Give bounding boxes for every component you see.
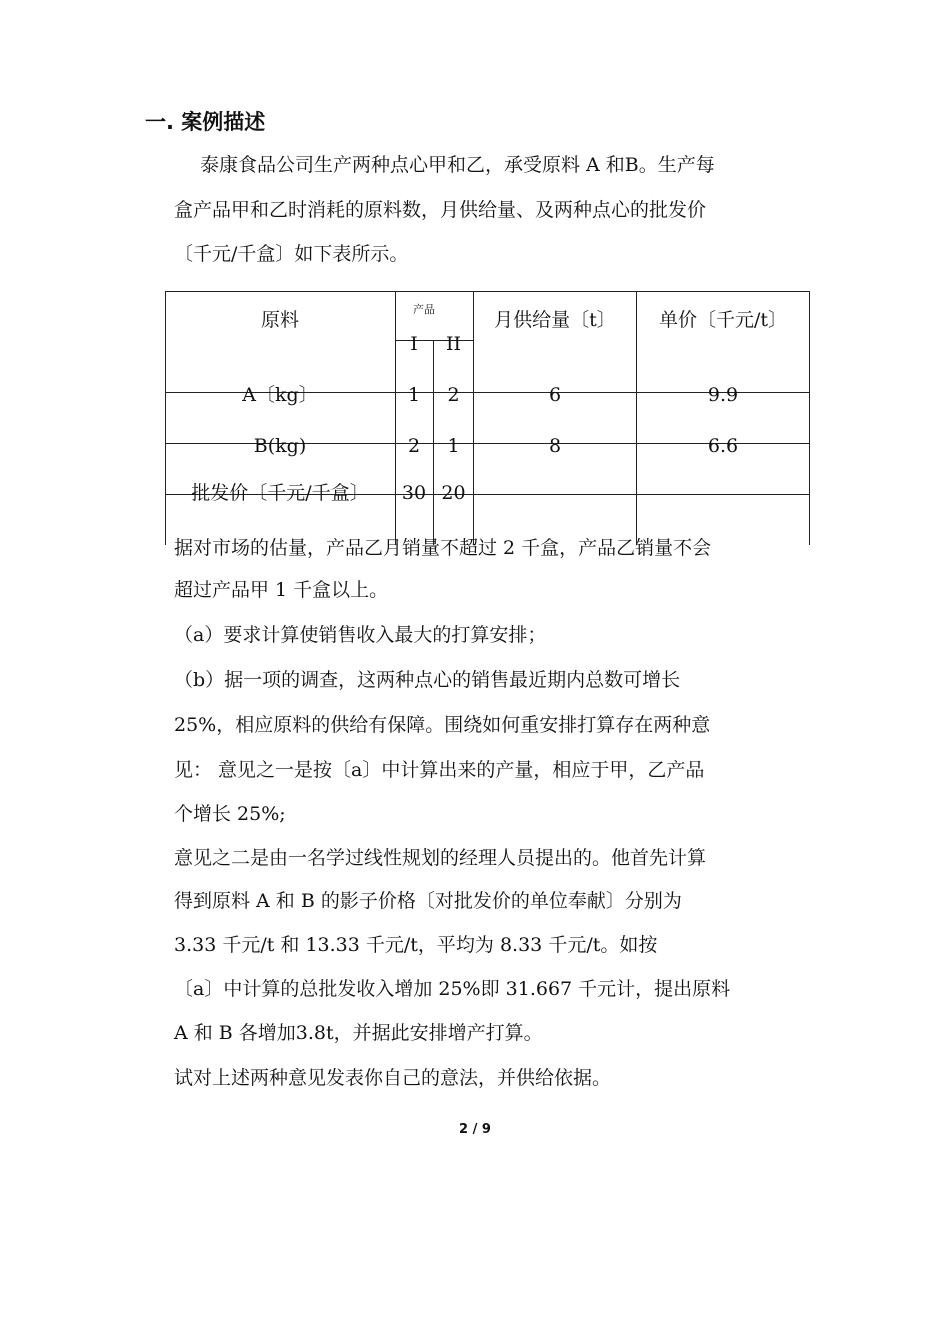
body-line: （a）要求计算使销售收入最大的打算安排；	[174, 624, 547, 646]
table-cell-material: B(kg)	[253, 435, 307, 457]
table-border-top	[165, 291, 810, 292]
table-cell-material: A〔kg〕	[242, 384, 318, 406]
table-header-material: 原料	[260, 309, 299, 331]
table-cell-product-1: 1	[407, 384, 421, 406]
body-line: 试对上述两种意见发表你自己的意法，并供给依据。	[174, 1067, 612, 1089]
body-line: 据对市场的估量，产品乙月销量不超过 2 千盒，产品乙销量不会	[174, 537, 712, 559]
body-line: 意见之二是由一名学过线性规划的经理人员提出的。他首先计算	[174, 847, 707, 869]
page-number: 2 / 9	[459, 1122, 491, 1137]
body-line: （b）据一项的调查，这两种点心的销售最近期内总数可增长	[174, 669, 681, 691]
body-line: 25%，相应原料的供给有保障。围绕如何重安排打算存在两种意	[174, 714, 711, 736]
table-header-price: 单价〔千元/t〕	[658, 309, 788, 331]
body-line: 超过产品甲 1 千盒以上。	[174, 579, 389, 601]
table-header-product: 产品	[413, 303, 435, 316]
table-cell-product-1: 2	[407, 435, 421, 457]
table-header-product-2: II	[445, 333, 461, 355]
table-cell-product-2: 2	[447, 384, 460, 406]
table-cell-product-2: 1	[447, 435, 460, 457]
table-cell-supply: 8	[548, 435, 562, 457]
section-heading: 一. 案例描述	[145, 110, 266, 134]
table-cell-product-2: 20	[441, 482, 466, 504]
table-cell-product-1: 30	[401, 482, 427, 504]
table-header-supply: 月供给量〔t〕	[494, 309, 616, 331]
body-line: 得到原料 A 和 B 的影子价格〔对批发价的单位奉献〕分别为	[174, 890, 682, 912]
body-line: 〔a〕中计算的总批发收入增加 25%即 31.667 千元计，提出原料	[174, 978, 731, 1000]
intro-line: 〔千元/千盒〕如下表所示。	[174, 243, 409, 265]
table-cell-price: 9.9	[707, 384, 739, 406]
body-line: A 和 B 各增加3.8t，并据此安排增产打算。	[174, 1022, 543, 1044]
table-header-product-1: I	[410, 333, 418, 355]
table-cell-price: 6.6	[707, 435, 739, 457]
body-line: 3.33 千元/t 和 13.33 千元/t，平均为 8.33 千元/t。如按	[174, 934, 658, 956]
table-col-divider	[395, 291, 396, 545]
table-cell-material: 批发价〔千元/千盒〕	[191, 482, 369, 504]
intro-line: 泰康食品公司生产两种点心甲和乙，承受原料 A 和B。生产每	[200, 154, 715, 176]
body-line: 见： 意见之一是按〔a〕中计算出来的产量，相应于甲，乙产品	[174, 759, 705, 781]
intro-line: 盒产品甲和乙时消耗的原料数，月供给量、及两种点心的批发价	[174, 199, 707, 221]
body-line: 个增长 25%;	[174, 803, 286, 825]
table-cell-supply: 6	[548, 384, 562, 406]
table-border-right	[809, 291, 810, 545]
